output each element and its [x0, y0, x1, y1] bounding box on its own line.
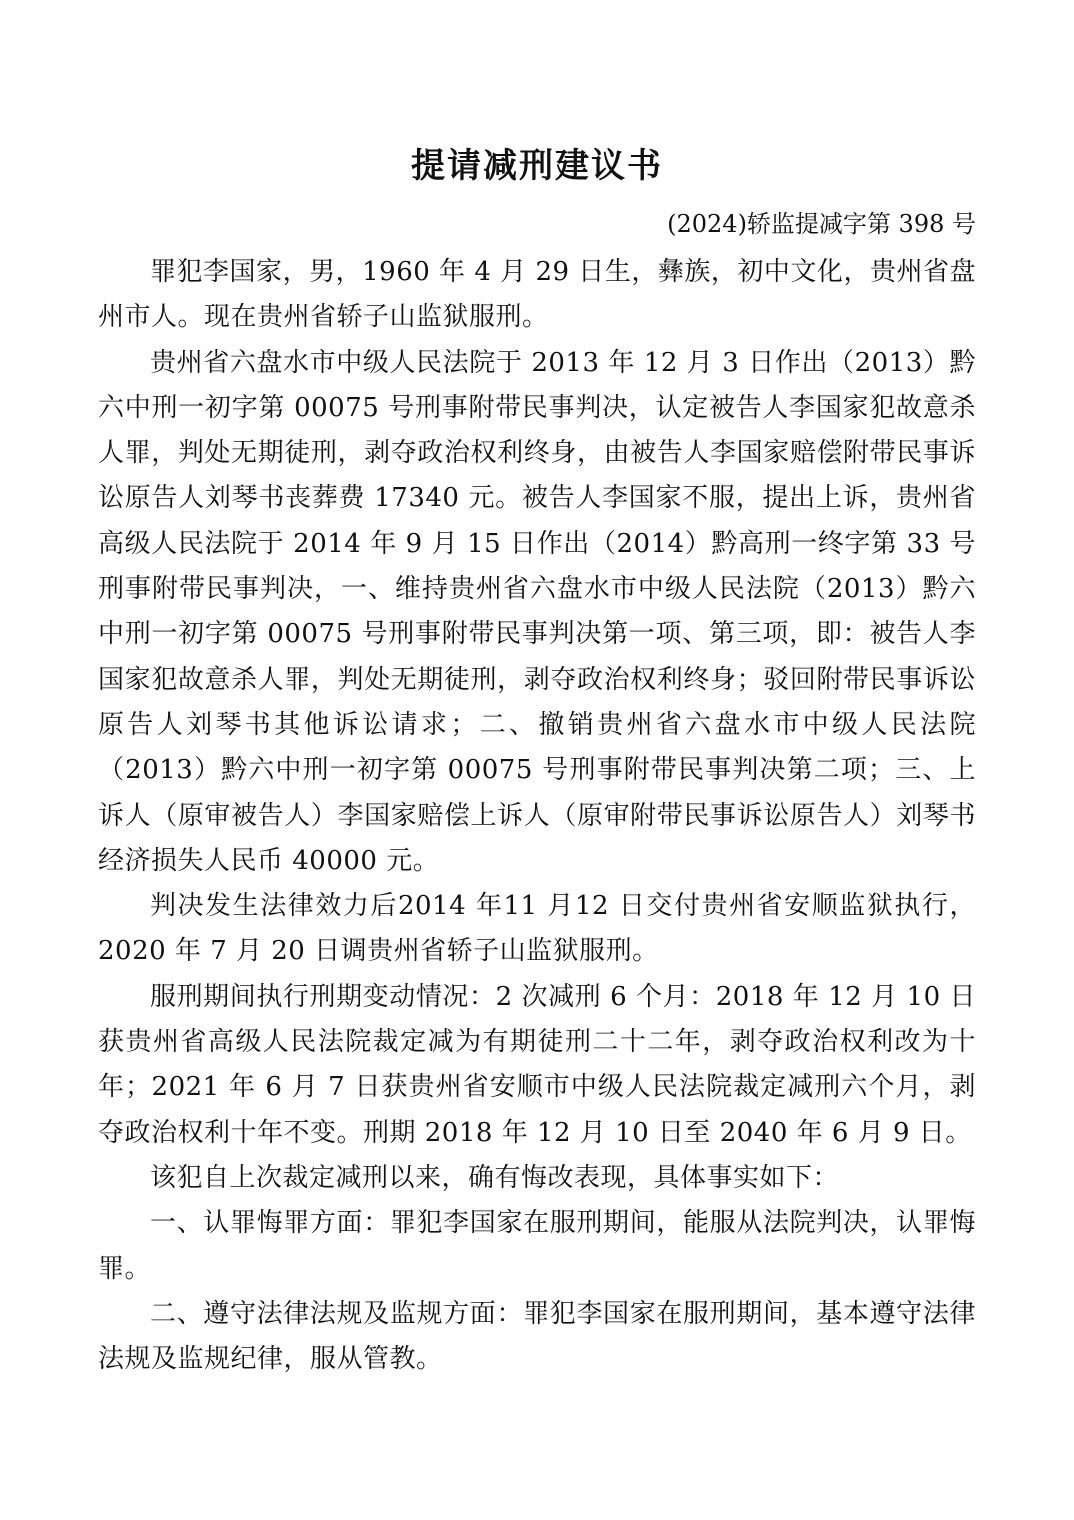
paragraph-sentence-changes: 服刑期间执行刑期变动情况：2 次减刑 6 个月：2018 年 12 月 10 日获贵州省高级人民法院裁定减为有期徒刑二十二年，剥夺政治权利改为十年；2021 年 6 月 7 日获贵州省安顺市中级人民法院裁定减刑六个月，剥夺政治权利十年不变。刑期 2018 年 12 月 10 日至 2040 年 6 月 9 日。 [98, 981, 976, 1148]
paragraph-criminal-info: 罪犯李国家，男，1960 年 4 月 29 日生，彝族，初中文化，贵州省盘州市人。现在贵州省轿子山监狱服刑。 [98, 257, 976, 333]
paragraph-repentance-intro: 该犯自上次裁定减刑以来，确有悔改表现，具体事实如下： [150, 1162, 840, 1193]
paragraph-judgment-history: 贵州省六盘水市中级人民法院于 2013 年 12 月 3 日作出（2013）黔六中刑一初字第 00075 号刑事附带民事判决，认定被告人李国家犯故意杀人罪，判处无期徒刑，剥夺政治权利终身，由被告人李国家赔偿附带民事诉讼原告人刘琴书丧葬费 17340 元。被告人李国家不服，提出上诉，贵州省高级人民法院于 2014 年 9 月 15 日作出（2014）黔高刑一终字第 33 号刑事附带民事判决，一、维持贵州省六盘水市中级人民法院（2013）黔六中刑一初字第 00075 号刑事附带民事判决第一项、第三项，即：被告人李国家犯故意杀人罪，判处无期徒刑，剥夺政治权利终身；驳回附带民事诉讼原告人刘琴书其他诉讼请求；二、撤销贵州省六盘水市中级人民法院（2013）黔六中刑一初字第 00075 号刑事附带民事判决第二项；三、上诉人（原审被告人）李国家赔偿上诉人（原审附带民事诉讼原告人）刘琴书经济损失人民币 40000 元。 [98, 347, 976, 876]
document-number: (2024)轿监提减字第 398 号 [667, 210, 976, 238]
paragraph-execution-transfer: 判决发生法律效力后2014 年11 月12 日交付贵州省安顺监狱执行，2020 年 7 月 20 日调贵州省轿子山监狱服刑。 [98, 891, 976, 967]
paragraph-repentance-plea: 一、认罪悔罪方面：罪犯李国家在服刑期间，能服从法院判决，认罪悔罪。 [98, 1208, 976, 1284]
paragraph-law-compliance: 二、遵守法律法规及监规方面：罪犯李国家在服刑期间，基本遵守法律法规及监规纪律，服从管教。 [98, 1298, 976, 1375]
document-title: 提请减刑建议书 [411, 146, 663, 186]
document-page [98, 138, 976, 1382]
